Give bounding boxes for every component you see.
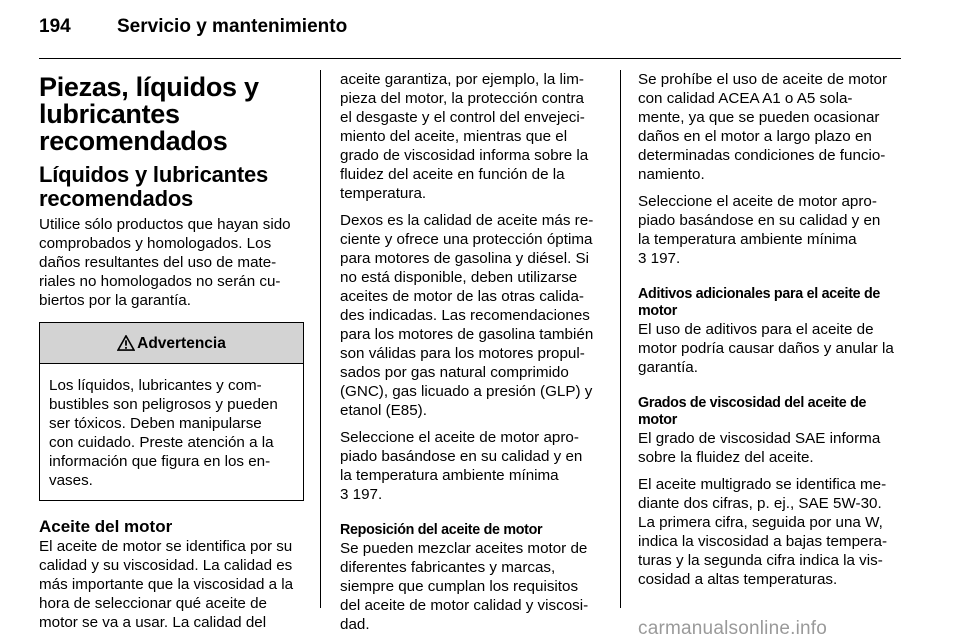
multigrade-paragraph: El aceite multigrado se identifica me- diante dos cifras, p. ej., SAE 5W-30. La primera cifra, seguida por una W, indica la viscosidad a bajas tempera- turas y la segunda cifra indica la vis- cosidad a altas temperaturas. [638, 476, 888, 588]
page-reference-link[interactable]: 3 197. [340, 486, 383, 503]
subsection-title: Líquidos y lubricantes recomendados [39, 162, 269, 211]
section-title: Piezas, líquidos y lubricantes recomendados [39, 72, 259, 156]
viscosity-heading: Grados de viscosidad del aceite de motor [638, 395, 867, 428]
column-1 [39, 70, 304, 640]
watermark: carmanualsonline.info [638, 618, 828, 639]
oil-refill-paragraph: Se pueden mezclar aceites motor de diferentes fabricantes y marcas, siempre que cumplan los requisitos del aceite de motor calidad y viscosi- dad. [340, 540, 589, 633]
dexos-paragraph: Dexos es la calidad de aceite más re- ciente y ofrece una protección óptima para motores de gasolina y diésel. Si no está disponible, deben utilizarse aceites de motor de las otras calida- des indicadas. Las recomendaciones para los motores de gasolina también son válidas para los motores propul- sados por gas natural comprimido (GNC), gas licuado a presión (GLP) y etanol (E85). [340, 212, 594, 419]
warning-text: Los líquidos, lubricantes y com- bustibles son peligrosos y pueden ser tóxicos. Deben manipularse con cuidado. Preste atención a la información que figura en los en- vases. [49, 377, 278, 489]
column-2 [340, 70, 604, 642]
additives-paragraph: El uso de aditivos para el aceite de motor podría causar daños y anular la garantía. [638, 321, 894, 376]
column-divider [620, 70, 621, 608]
page-reference-link[interactable]: 3 197. [638, 250, 681, 267]
column-divider [320, 70, 321, 608]
intro-paragraph: Utilice sólo productos que hayan sido comprobados y homologados. Los daños resultantes del uso de mate- riales no homologados no serán cu- biertos por la garantía. [39, 216, 291, 309]
viscosity-paragraph: El grado de viscosidad SAE informa sobre la fluidez del aceite. [638, 430, 881, 466]
page-number: 194 [39, 16, 71, 37]
acea-paragraph: Se prohíbe el uso de aceite de motor con calidad ACEA A1 o A5 sola- mente, ya que se pueden ocasionar daños en el motor a largo plazo en determinadas condiciones de funcio- namiento. [638, 71, 888, 183]
page-header [39, 8, 901, 44]
additives-heading: Aditivos adicionales para el aceite de motor [638, 286, 881, 319]
running-title: Servicio y mantenimiento [117, 16, 348, 37]
warning-header [40, 323, 303, 364]
oil-quality-paragraph: aceite garantiza, por ejemplo, la lim- pieza del motor, la protección contra el desgaste y el control del envejeci- miento del aceite, mientras que el grado de viscosidad informa sobre la fluidez del aceite en función de la temperatura. [340, 71, 589, 202]
column-3 [638, 70, 902, 597]
engine-oil-heading: Aceite del motor [39, 517, 173, 536]
oil-refill-heading: Reposición del aceite de motor [340, 522, 543, 538]
warning-title: Advertencia [137, 334, 226, 352]
header-rule [39, 58, 901, 59]
select-oil-paragraph: Seleccione el aceite de motor apro- piado basándose en su calidad y en la temperatura ambiente mínima 3 197. [340, 429, 583, 503]
select-oil-paragraph: Seleccione el aceite de motor apro- piado basándose en su calidad y en la temperatura ambiente mínima 3 197. [638, 193, 881, 267]
warning-box [39, 322, 304, 501]
warning-triangle-icon [117, 335, 135, 351]
engine-oil-paragraph: El aceite de motor se identifica por su calidad y su viscosidad. La calidad es más importante que la viscosidad a la hora de seleccionar qué aceite de motor se va a usar. La calidad del [39, 538, 294, 631]
